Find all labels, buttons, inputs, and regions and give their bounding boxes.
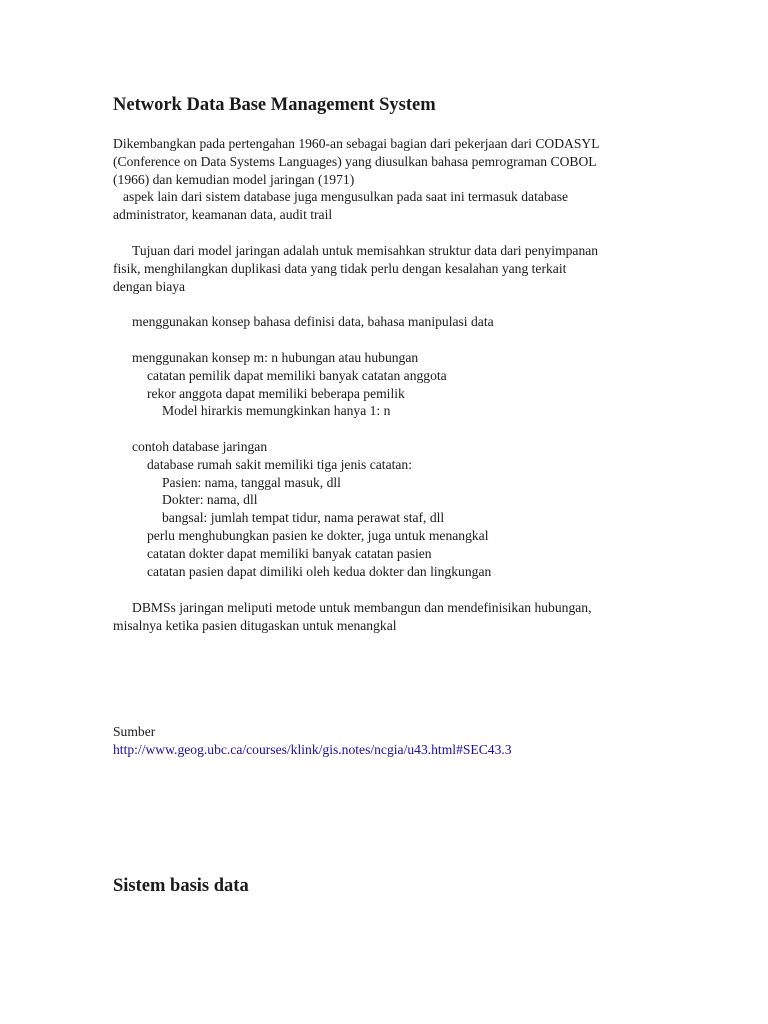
text-line: database rumah sakit memiliki tiga jenis catatan: xyxy=(147,456,412,472)
item-konsep xyxy=(113,313,713,331)
text-line: catatan pasien dapat dimiliki oleh kedua dokter dan lingkungan xyxy=(147,563,492,579)
paragraph-intro xyxy=(113,135,713,224)
source-label: Sumber xyxy=(113,724,156,739)
text-line: Pasien: nama, tanggal masuk, dll xyxy=(162,474,341,490)
text-line: catatan pemilik dapat memiliki banyak catatan anggota xyxy=(147,367,447,383)
text-line: rekor anggota dapat memiliki beberapa pemilik xyxy=(147,385,405,401)
text-line: dengan biaya xyxy=(113,278,186,294)
text-line: contoh database jaringan xyxy=(132,439,268,454)
source-section xyxy=(113,723,713,759)
text-line: Model hirarkis memungkinkan hanya 1: n xyxy=(162,403,391,419)
paragraph-goal xyxy=(113,242,713,295)
text-line: Dokter: nama, dll xyxy=(162,492,258,508)
text-line: DBMSs jaringan meliputi metode untuk membangun dan mendefinisikan hubungan, xyxy=(132,600,592,615)
text-line: menggunakan konsep bahasa definisi data, bahasa manipulasi data xyxy=(132,314,494,329)
text-line: perlu menghubungkan pasien ke dokter, juga untuk menangkal xyxy=(147,527,489,543)
text-line: fisik, menghilangkan duplikasi data yang tidak perlu dengan kesalahan yang terkait xyxy=(113,260,567,276)
text-line: menggunakan konsep m: n hubungan atau hubungan xyxy=(132,350,419,365)
text-line: Tujuan dari model jaringan adalah untuk memisahkan struktur data dari penyimpanan xyxy=(132,243,599,258)
text-line: aspek lain dari sistem database juga mengusulkan pada saat ini termasuk database xyxy=(123,189,569,205)
text-line: catatan dokter dapat memiliki banyak catatan pasien xyxy=(147,545,432,561)
text-line: (Conference on Data Systems Languages) yang diusulkan bahasa pemrograman COBOL xyxy=(113,153,597,169)
text-line: (1966) dan kemudian model jaringan (1971) xyxy=(113,171,355,187)
item-mn xyxy=(113,349,713,420)
text-line: bangsal: jumlah tempat tidur, nama perawat staf, dll xyxy=(162,510,445,526)
source-link[interactable]: http://www.geog.ubc.ca/courses/klink/gis.notes/ncgia/u43.html#SEC43.3 xyxy=(113,741,512,757)
paragraph-dbms xyxy=(113,599,713,635)
text-line: administrator, keamanan data, audit trail xyxy=(113,207,333,223)
page-title: Network Data Base Management System xyxy=(113,95,436,115)
text-line: misalnya ketika pasien ditugaskan untuk menangkal xyxy=(113,617,397,633)
section-title: Sistem basis data xyxy=(113,876,249,896)
text-line: Dikembangkan pada pertengahan 1960-an sebagai bagian dari pekerjaan dari CODASYL xyxy=(113,136,600,151)
item-contoh xyxy=(113,438,713,580)
